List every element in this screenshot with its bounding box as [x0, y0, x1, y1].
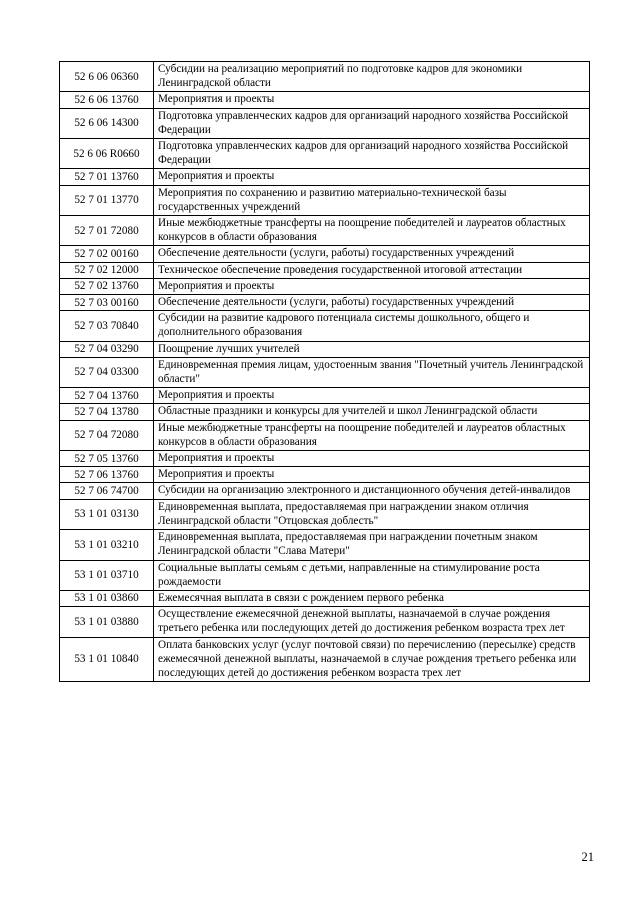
row-name-cell: Единовременная выплата, предоставляемая при награждении знаком отличия Ленинградской области "Отцовская доблесть": [154, 499, 590, 529]
table-row: [60, 262, 590, 278]
row-name-cell: Мероприятия и проекты: [154, 278, 590, 294]
row-code-cell: 52 7 05 13760: [60, 451, 154, 467]
row-code-cell: 52 7 03 70840: [60, 311, 154, 341]
row-name-cell: Мероприятия и проекты: [154, 388, 590, 404]
table-row: [60, 607, 590, 637]
row-name-cell: Иные межбюджетные трансферты на поощрение победителей и лауреатов областных конкурсов в области образования: [154, 420, 590, 450]
table-row: [60, 139, 590, 169]
table-row: [60, 92, 590, 108]
table-row: [60, 295, 590, 311]
row-code-cell: 52 7 01 13760: [60, 169, 154, 185]
row-code-cell: 52 6 06 R0660: [60, 139, 154, 169]
row-code-cell: 52 7 06 74700: [60, 483, 154, 499]
row-name-cell: Обеспечение деятельности (услуги, работы) государственных учреждений: [154, 246, 590, 262]
row-name-cell: Субсидии на организацию электронного и дистанционного обучения детей-инвалидов: [154, 483, 590, 499]
row-name-cell: Субсидии на развитие кадрового потенциала системы дошкольного, общего и дополнительного образования: [154, 311, 590, 341]
row-name-cell: Оплата банковских услуг (услуг почтовой связи) по перечислению (пересылке) средств ежемесячной денежной выплаты, назначаемой в случае рождения третьего ребенка или последующих детей до достижения ребенком возраста трех лет: [154, 637, 590, 682]
table-body: [60, 62, 590, 682]
row-code-cell: 52 7 03 00160: [60, 295, 154, 311]
row-name-cell: Единовременная выплата, предоставляемая при награждении почетным знаком Ленинградской области "Слава Матери": [154, 530, 590, 560]
table-row: [60, 388, 590, 404]
row-code-cell: 52 7 04 13780: [60, 404, 154, 420]
table-row: [60, 637, 590, 682]
row-name-cell: Мероприятия и проекты: [154, 467, 590, 483]
table-row: [60, 216, 590, 246]
page-number: 21: [581, 850, 594, 864]
table-row: [60, 357, 590, 387]
row-name-cell: Подготовка управленческих кадров для организаций народного хозяйства Российской Федерации: [154, 108, 590, 138]
row-code-cell: 52 7 01 13770: [60, 185, 154, 215]
row-name-cell: Мероприятия и проекты: [154, 451, 590, 467]
row-code-cell: 52 6 06 13760: [60, 92, 154, 108]
row-code-cell: 52 7 04 72080: [60, 420, 154, 450]
table-row: [60, 185, 590, 215]
row-name-cell: Поощрение лучших учителей: [154, 341, 590, 357]
row-name-cell: Техническое обеспечение проведения государственной итоговой аттестации: [154, 262, 590, 278]
table-row: [60, 246, 590, 262]
table-row: [60, 499, 590, 529]
row-name-cell: Иные межбюджетные трансферты на поощрение победителей и лауреатов областных конкурсов в области образования: [154, 216, 590, 246]
budget-classification-table: [59, 61, 590, 682]
table-row: [60, 530, 590, 560]
table-row: [60, 404, 590, 420]
row-code-cell: 53 1 01 03710: [60, 560, 154, 590]
table-row: [60, 590, 590, 606]
row-code-cell: 53 1 01 03880: [60, 607, 154, 637]
table-row: [60, 341, 590, 357]
row-code-cell: 52 6 06 14300: [60, 108, 154, 138]
row-name-cell: Областные праздники и конкурсы для учителей и школ Ленинградской области: [154, 404, 590, 420]
row-code-cell: 52 7 04 13760: [60, 388, 154, 404]
row-code-cell: 52 7 02 00160: [60, 246, 154, 262]
row-code-cell: 52 7 02 13760: [60, 278, 154, 294]
row-name-cell: Мероприятия и проекты: [154, 169, 590, 185]
row-code-cell: 53 1 01 03860: [60, 590, 154, 606]
row-code-cell: 53 1 01 03130: [60, 499, 154, 529]
row-code-cell: 52 7 04 03290: [60, 341, 154, 357]
row-name-cell: Единовременная премия лицам, удостоенным звания "Почетный учитель Ленинградской области": [154, 357, 590, 387]
table-row: [60, 311, 590, 341]
table-row: [60, 483, 590, 499]
table-row: [60, 108, 590, 138]
table-row: [60, 451, 590, 467]
row-code-cell: 53 1 01 03210: [60, 530, 154, 560]
row-name-cell: Обеспечение деятельности (услуги, работы) государственных учреждений: [154, 295, 590, 311]
table-row: [60, 560, 590, 590]
row-code-cell: 52 7 02 12000: [60, 262, 154, 278]
table-row: [60, 420, 590, 450]
table-row: [60, 169, 590, 185]
table-row: [60, 467, 590, 483]
row-code-cell: 52 7 01 72080: [60, 216, 154, 246]
row-name-cell: Подготовка управленческих кадров для организаций народного хозяйства Российской Федерации: [154, 139, 590, 169]
row-name-cell: Осуществление ежемесячной денежной выплаты, назначаемой в случае рождения третьего ребенка или последующих детей до достижения ребенком возраста трех лет: [154, 607, 590, 637]
row-name-cell: Субсидии на реализацию мероприятий по подготовке кадров для экономики Ленинградской области: [154, 62, 590, 92]
row-name-cell: Мероприятия по сохранению и развитию материально-технической базы государственных учреждений: [154, 185, 590, 215]
table-row: [60, 62, 590, 92]
row-name-cell: Ежемесячная выплата в связи с рождением первого ребенка: [154, 590, 590, 606]
row-code-cell: 53 1 01 10840: [60, 637, 154, 682]
row-code-cell: 52 7 06 13760: [60, 467, 154, 483]
table-row: [60, 278, 590, 294]
row-code-cell: 52 7 04 03300: [60, 357, 154, 387]
row-name-cell: Мероприятия и проекты: [154, 92, 590, 108]
row-name-cell: Социальные выплаты семьям с детьми, направленные на стимулирование роста рождаемости: [154, 560, 590, 590]
row-code-cell: 52 6 06 06360: [60, 62, 154, 92]
